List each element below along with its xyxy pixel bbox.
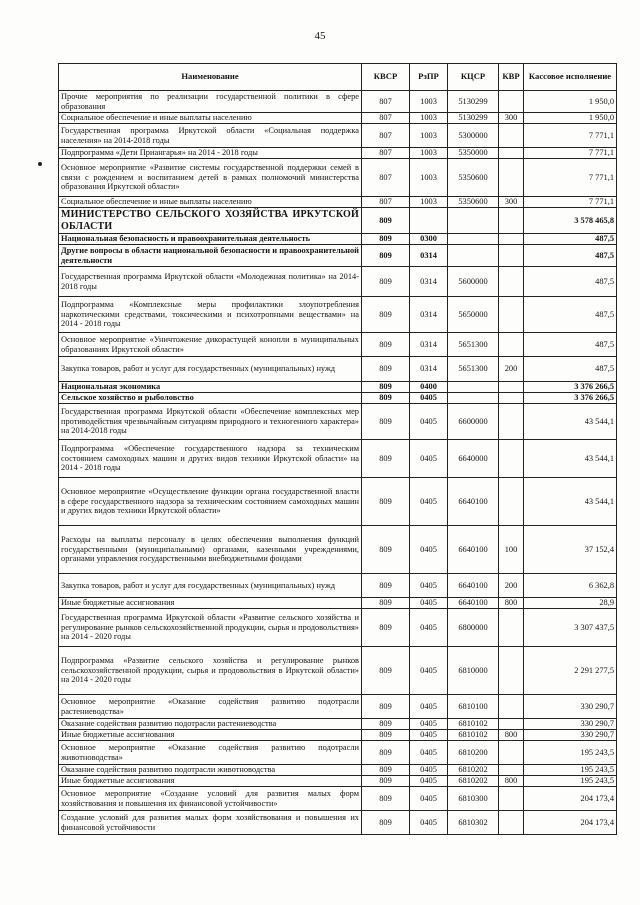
cell-kvr [499,393,524,404]
cell-sum: 7 771,1 [524,197,617,208]
cell-kvr [499,404,524,440]
cell-rzpr: 1003 [410,91,448,113]
cell-kvr [499,478,524,526]
cell-sum: 43 544,1 [524,404,617,440]
cell-rzpr: 0405 [410,695,448,719]
cell-kcsr: 6640100 [448,574,499,598]
table-row [59,124,617,148]
cell-sum: 1 950,0 [524,113,617,124]
cell-name: Государственная программа Иркутской области «Социальная поддержка населения» на 2014-2018 годы [59,124,362,148]
table-header-row [59,64,617,91]
cell-kvsr: 809 [362,776,410,787]
cell-kcsr: 5130299 [448,113,499,124]
header-name: Наименование [59,64,362,91]
table-row [59,787,617,811]
cell-kcsr: 6640100 [448,598,499,609]
cell-sum: 7 771,1 [524,159,617,197]
cell-kvsr: 809 [362,297,410,333]
cell-kvsr: 809 [362,695,410,719]
cell-kcsr: 6810102 [448,730,499,741]
cell-rzpr: 0405 [410,609,448,647]
cell-name: Прочие мероприятия по реализации государственной политики в сфере образования [59,91,362,113]
cell-name: Иные бюджетные ассигнования [59,598,362,609]
table-row [59,574,617,598]
cell-sum: 330 290,7 [524,719,617,730]
table-row [59,159,617,197]
cell-kcsr: 6640100 [448,526,499,574]
cell-kvr [499,382,524,393]
cell-name: Государственная программа Иркутской области «Развитие сельского хозяйства и регулирование рынков сельскохозяйственной продукции, сырья и продовольствия» на 2014 - 2020 годы [59,609,362,647]
cell-sum: 7 771,1 [524,148,617,159]
cell-name: Национальная безопасность и правоохранительная деятельность [59,234,362,245]
cell-sum: 43 544,1 [524,478,617,526]
cell-name: Основное мероприятие «Развитие системы государственной поддержки семей в связи с рождением и воспитанием детей в рамках полномочий министерства образования Иркутской области» [59,159,362,197]
table-row [59,245,617,267]
table-row [59,811,617,835]
cell-sum: 204 173,4 [524,787,617,811]
cell-rzpr: 1003 [410,159,448,197]
cell-kvsr: 809 [362,526,410,574]
table-row [59,148,617,159]
cell-kcsr: 6810200 [448,741,499,765]
cell-sum: 195 243,5 [524,741,617,765]
cell-name: Расходы на выплаты персоналу в целях обеспечения выполнения функций государственными (муниципальными) органами, казенными учреждениями, органами управления государственными внебюджетными фондами [59,526,362,574]
cell-kcsr: 6810102 [448,719,499,730]
cell-kvsr: 807 [362,91,410,113]
cell-sum: 487,5 [524,357,617,382]
cell-kvr: 800 [499,730,524,741]
cell-kvr [499,267,524,297]
cell-rzpr: 1003 [410,197,448,208]
cell-name: Другие вопросы в области национальной безопасности и правоохранительной деятельности [59,245,362,267]
cell-kvsr: 809 [362,478,410,526]
cell-sum: 3 307 437,5 [524,609,617,647]
cell-sum: 487,5 [524,245,617,267]
cell-kcsr: 6810202 [448,776,499,787]
cell-rzpr: 0405 [410,574,448,598]
cell-sum: 487,5 [524,267,617,297]
table-row [59,719,617,730]
cell-rzpr [410,208,448,234]
margin-mark [38,162,42,166]
cell-kvr: 200 [499,357,524,382]
table-row [59,730,617,741]
cell-kvr: 300 [499,113,524,124]
cell-kvsr: 807 [362,197,410,208]
cell-kvr [499,333,524,357]
cell-name: Основное мероприятие «Создание условий для развития малых форм хозяйствования и повышения их финансовой устойчивости» [59,787,362,811]
cell-kvr [499,609,524,647]
table-row [59,404,617,440]
cell-kvr [499,148,524,159]
cell-kcsr: 6640000 [448,440,499,478]
page-number: 45 [314,30,326,42]
cell-kvsr: 809 [362,333,410,357]
cell-kcsr: 5300000 [448,124,499,148]
header-kvsr: КВСР [362,64,410,91]
cell-name: Иные бюджетные ассигнования [59,730,362,741]
cell-kvr [499,765,524,776]
cell-rzpr: 0405 [410,719,448,730]
cell-kvr: 200 [499,574,524,598]
table-row [59,609,617,647]
cell-kcsr [448,393,499,404]
table-row [59,333,617,357]
cell-name: Подпрограмма «Комплексные меры профилактики злоупотребления наркотическими средствами, токсическими и психотропными веществами» на 2014 - 2018 годы [59,297,362,333]
cell-sum: 487,5 [524,333,617,357]
cell-kcsr: 6810000 [448,647,499,695]
cell-kcsr [448,234,499,245]
cell-kvsr: 809 [362,719,410,730]
cell-kcsr: 5130299 [448,91,499,113]
cell-name: Закупка товаров, работ и услуг для государственных (муниципальных) нужд [59,357,362,382]
cell-name: Подпрограмма «Дети Приангарья» на 2014 - 2018 годы [59,148,362,159]
cell-sum: 43 544,1 [524,440,617,478]
cell-kcsr: 5650000 [448,297,499,333]
cell-name: Социальное обеспечение и иные выплаты населению [59,113,362,124]
cell-kvsr: 807 [362,124,410,148]
cell-sum: 487,5 [524,234,617,245]
table-row [59,440,617,478]
cell-sum: 204 173,4 [524,811,617,835]
table-row [59,267,617,297]
cell-kvsr: 809 [362,234,410,245]
cell-rzpr: 0314 [410,297,448,333]
cell-name: Сельское хозяйство и рыболовство [59,393,362,404]
cell-rzpr: 0314 [410,245,448,267]
cell-sum: 3 376 266,5 [524,393,617,404]
cell-kcsr: 6640100 [448,478,499,526]
cell-kcsr: 5651300 [448,357,499,382]
cell-kvr [499,159,524,197]
cell-name: Государственная программа Иркутской области «Молодежная политика» на 2014-2018 годы [59,267,362,297]
table-row [59,197,617,208]
header-kvr: КВР [499,64,524,91]
cell-kvsr: 809 [362,741,410,765]
cell-rzpr: 0405 [410,811,448,835]
cell-kvr [499,811,524,835]
cell-kvr: 100 [499,526,524,574]
cell-kvr [499,741,524,765]
cell-kvsr: 809 [362,598,410,609]
cell-name: Подпрограмма «Развитие сельского хозяйства и регулирование рынков сельскохозяйственной продукции, сырья и продовольствия в Иркутской области» на 2014 - 2020 годы [59,647,362,695]
cell-kvr [499,787,524,811]
table-row [59,765,617,776]
cell-kvsr: 809 [362,404,410,440]
table-row [59,113,617,124]
cell-sum: 2 291 277,5 [524,647,617,695]
cell-rzpr: 0405 [410,787,448,811]
cell-kvsr: 809 [362,609,410,647]
cell-sum: 28,9 [524,598,617,609]
cell-kcsr: 6810100 [448,695,499,719]
cell-name: Оказание содействия развитию подотрасли растениеводства [59,719,362,730]
header-rzpr: РзПР [410,64,448,91]
cell-rzpr: 0300 [410,234,448,245]
cell-name: Социальное обеспечение и иные выплаты населению [59,197,362,208]
cell-kvsr: 809 [362,787,410,811]
cell-kvr: 800 [499,776,524,787]
cell-kcsr: 6810300 [448,787,499,811]
cell-rzpr: 1003 [410,124,448,148]
cell-kcsr: 5651300 [448,333,499,357]
cell-sum: 330 290,7 [524,695,617,719]
cell-rzpr: 0405 [410,776,448,787]
cell-rzpr: 1003 [410,113,448,124]
cell-kcsr: 5350000 [448,148,499,159]
cell-kvsr: 807 [362,148,410,159]
cell-kvr: 300 [499,197,524,208]
cell-sum: 195 243,5 [524,765,617,776]
cell-kcsr: 5350600 [448,159,499,197]
cell-name: Государственная программа Иркутской области «Обеспечение комплексных мер противодействия чрезвычайным ситуациям природного и техногенного характера» на 2014-2018 годы [59,404,362,440]
cell-kvsr: 809 [362,574,410,598]
cell-sum: 3 578 465,8 [524,208,617,234]
cell-rzpr: 1003 [410,148,448,159]
cell-rzpr: 0405 [410,647,448,695]
cell-kcsr: 5600000 [448,267,499,297]
cell-kvr [499,245,524,267]
cell-rzpr: 0405 [410,526,448,574]
cell-rzpr: 0405 [410,598,448,609]
table-row [59,647,617,695]
cell-name: Основное мероприятие «Оказание содействия развитию подотрасли животноводства» [59,741,362,765]
table-row [59,357,617,382]
cell-sum: 330 290,7 [524,730,617,741]
header-kass: Кассовое исполнение [524,64,617,91]
cell-rzpr: 0314 [410,333,448,357]
cell-sum: 487,5 [524,297,617,333]
table-row [59,776,617,787]
cell-kvr [499,440,524,478]
cell-sum: 1 950,0 [524,91,617,113]
cell-name: Создание условий для развития малых форм хозяйствования и повышения их финансовой устойчивости [59,811,362,835]
table-row [59,695,617,719]
cell-sum: 6 362,8 [524,574,617,598]
cell-kvsr: 807 [362,113,410,124]
cell-rzpr: 0405 [410,440,448,478]
cell-kvsr: 807 [362,159,410,197]
cell-rzpr: 0405 [410,765,448,776]
cell-kvsr: 809 [362,765,410,776]
cell-rzpr: 0405 [410,393,448,404]
cell-kcsr: 6600000 [448,404,499,440]
cell-kvr [499,719,524,730]
cell-kvr [499,695,524,719]
cell-rzpr: 0405 [410,741,448,765]
cell-kvsr: 809 [362,382,410,393]
cell-name: Подпрограмма «Обеспечение государственного надзора за техническим состоянием самоходных машин и других видов техники Иркутской области» на 2014 - 2018 годы [59,440,362,478]
cell-kcsr: 6810202 [448,765,499,776]
table-row [59,741,617,765]
cell-kcsr: 6810302 [448,811,499,835]
cell-name: МИНИСТЕРСТВО СЕЛЬСКОГО ХОЗЯЙСТВА ИРКУТСКОЙ ОБЛАСТИ [59,208,362,234]
cell-rzpr: 0405 [410,478,448,526]
table-row [59,393,617,404]
table-row [59,234,617,245]
cell-kvsr: 809 [362,208,410,234]
cell-rzpr: 0400 [410,382,448,393]
cell-kvr [499,234,524,245]
cell-sum: 37 152,4 [524,526,617,574]
cell-name: Национальная экономика [59,382,362,393]
cell-kvsr: 809 [362,811,410,835]
budget-table [58,63,617,835]
table-row [59,91,617,113]
cell-name: Оказание содействия развитию подотрасли животноводства [59,765,362,776]
cell-kcsr [448,208,499,234]
cell-kvr [499,91,524,113]
cell-name: Закупка товаров, работ и услуг для государственных (муниципальных) нужд [59,574,362,598]
table-row [59,598,617,609]
cell-name: Иные бюджетные ассигнования [59,776,362,787]
cell-kvsr: 809 [362,647,410,695]
cell-kcsr: 5350600 [448,197,499,208]
cell-kcsr: 6800000 [448,609,499,647]
cell-rzpr: 0405 [410,404,448,440]
cell-kvsr: 809 [362,245,410,267]
table-row [59,526,617,574]
table-row [59,382,617,393]
cell-kvr: 800 [499,598,524,609]
cell-kvr [499,297,524,333]
cell-kvr [499,208,524,234]
cell-kvr [499,124,524,148]
cell-kvsr: 809 [362,730,410,741]
header-kcsr: КЦСР [448,64,499,91]
cell-kvsr: 809 [362,357,410,382]
cell-kvsr: 809 [362,393,410,404]
cell-kcsr [448,382,499,393]
cell-kvr [499,647,524,695]
cell-rzpr: 0314 [410,267,448,297]
cell-rzpr: 0314 [410,357,448,382]
table-row [59,297,617,333]
table-row [59,208,617,234]
cell-kcsr [448,245,499,267]
cell-name: Основное мероприятие «Осуществление функции органа государственной власти в сфере государственного надзора за техническим состоянием самоходных машин и других видов техники Иркутской области» [59,478,362,526]
cell-sum: 195 243,5 [524,776,617,787]
cell-name: Основное мероприятие «Оказание содействия развитию подотрасли растениеводства» [59,695,362,719]
cell-name: Основное мероприятие «Уничтожение дикорастущей конопли в муниципальных образованиях Иркутской области» [59,333,362,357]
cell-sum: 7 771,1 [524,124,617,148]
cell-rzpr: 0405 [410,730,448,741]
table-row [59,478,617,526]
cell-sum: 3 376 266,5 [524,382,617,393]
cell-kvsr: 809 [362,440,410,478]
cell-kvsr: 809 [362,267,410,297]
